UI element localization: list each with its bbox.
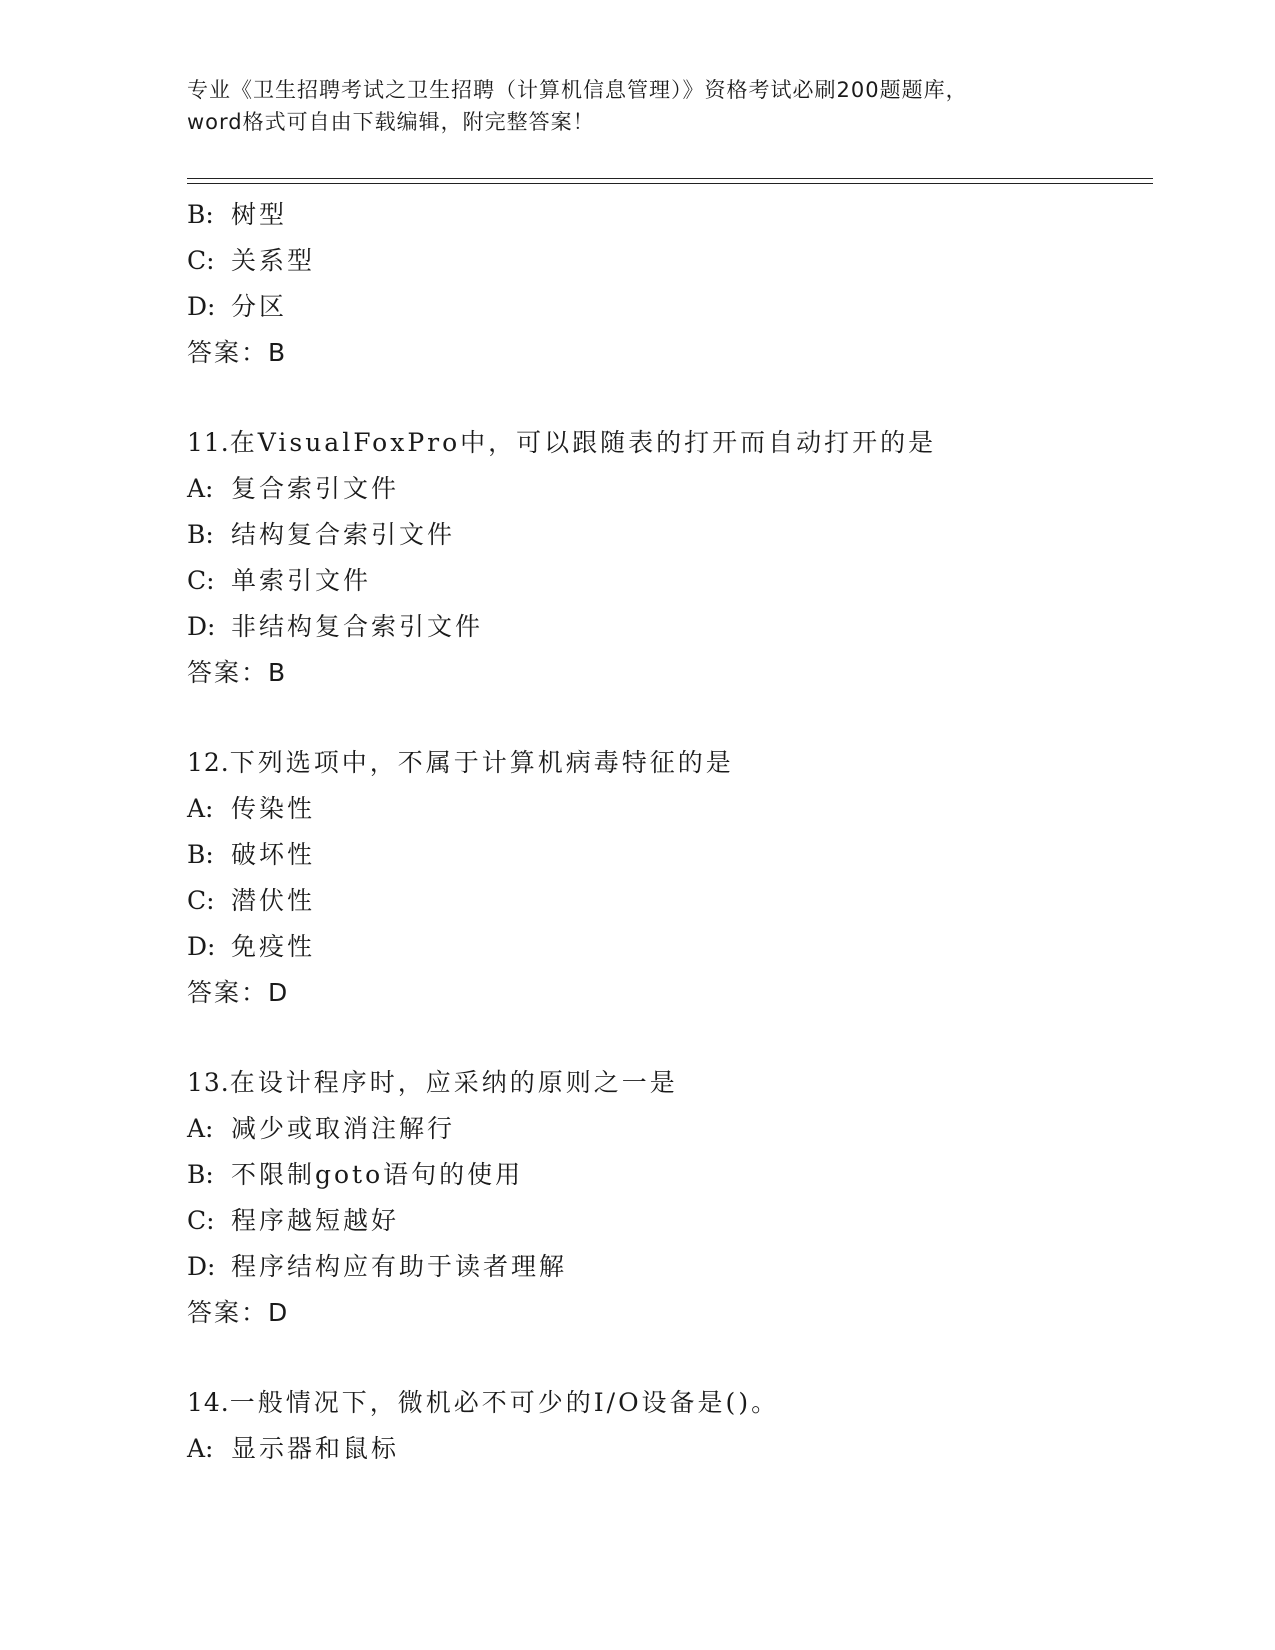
document-header	[187, 74, 1087, 138]
question-text: 下列选项中，不属于计算机病毒特征的是	[229, 748, 734, 777]
question-text: 在设计程序时，应采纳的原则之一是	[229, 1068, 678, 1097]
question-stem	[187, 740, 1167, 786]
option-b	[187, 832, 1167, 878]
option-text: 结构复合索引文件	[231, 520, 456, 549]
question-stem	[187, 420, 1167, 466]
option-b	[187, 192, 1167, 238]
question-stem	[187, 1380, 1167, 1426]
question-number: 13.	[187, 1068, 230, 1097]
option-letter: D:	[187, 612, 216, 641]
option-text: 关系型	[231, 246, 316, 275]
option-c	[187, 1198, 1167, 1244]
option-letter: B:	[187, 520, 214, 549]
option-d	[187, 604, 1167, 650]
option-letter: C:	[187, 1206, 215, 1235]
option-text: 显示器和鼠标	[231, 1434, 400, 1463]
option-text: 潜伏性	[231, 886, 316, 915]
question-number: 12.	[187, 748, 230, 777]
option-text: 分区	[231, 292, 288, 321]
option-d	[187, 1244, 1167, 1290]
option-a	[187, 786, 1167, 832]
option-letter: C:	[187, 886, 215, 915]
question-text: 一般情况下，微机必不可少的I/O设备是()。	[229, 1388, 780, 1417]
answer-line: 答案：B	[187, 338, 288, 367]
option-letter: C:	[187, 566, 215, 595]
option-a	[187, 1106, 1167, 1152]
option-b	[187, 512, 1167, 558]
option-letter: B:	[187, 840, 214, 869]
header-divider-bottom	[187, 183, 1153, 184]
option-letter: B:	[187, 200, 214, 229]
option-text: 不限制goto语句的使用	[231, 1160, 524, 1189]
question-text: 在VisualFoxPro中，可以跟随表的打开而自动打开的是	[229, 428, 937, 457]
option-letter: C:	[187, 246, 215, 275]
option-d	[187, 924, 1167, 970]
answer-line: 答案：D	[187, 1298, 290, 1327]
option-text: 程序越短越好	[231, 1206, 400, 1235]
question-list	[187, 192, 1167, 1472]
option-a	[187, 466, 1167, 512]
option-letter: B:	[187, 1160, 214, 1189]
header-title-line-2: word格式可自由下载编辑，附完整答案！	[187, 110, 595, 134]
option-text: 破坏性	[231, 840, 316, 869]
option-text: 树型	[231, 200, 288, 229]
option-text: 免疫性	[231, 932, 316, 961]
option-text: 传染性	[231, 794, 316, 823]
option-text: 减少或取消注解行	[231, 1114, 456, 1143]
option-letter: D:	[187, 292, 216, 321]
option-letter: A:	[187, 1434, 214, 1463]
question-stem	[187, 1060, 1167, 1106]
question-number: 14.	[187, 1388, 230, 1417]
question-number: 11.	[187, 428, 230, 457]
option-b	[187, 1152, 1167, 1198]
option-c	[187, 558, 1167, 604]
answer-line: 答案：B	[187, 658, 288, 687]
option-letter: A:	[187, 474, 214, 503]
answer-line: 答案：D	[187, 978, 290, 1007]
option-letter: D:	[187, 1252, 216, 1281]
option-c	[187, 238, 1167, 284]
header-title-line-1: 专业《卫生招聘考试之卫生招聘（计算机信息管理）》资格考试必刷200题题库，	[187, 78, 968, 102]
option-letter: A:	[187, 1114, 214, 1143]
option-d	[187, 284, 1167, 330]
option-letter: D:	[187, 932, 216, 961]
option-text: 复合索引文件	[231, 474, 400, 503]
option-c	[187, 878, 1167, 924]
option-a	[187, 1426, 1167, 1472]
option-text: 程序结构应有助于读者理解	[231, 1252, 568, 1281]
header-divider-top	[187, 178, 1153, 179]
option-text: 单索引文件	[231, 566, 372, 595]
option-text: 非结构复合索引文件	[231, 612, 484, 641]
option-letter: A:	[187, 794, 214, 823]
